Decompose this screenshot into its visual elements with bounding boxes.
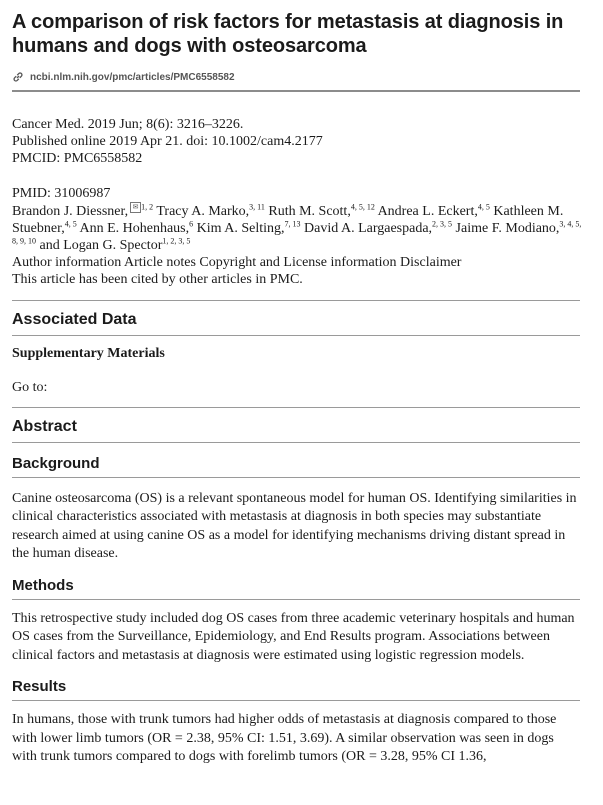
cited-note: This article has been cited by other articles in PMC. [12, 271, 303, 287]
author[interactable]: Tracy A. Marko,$^{3, 11}$ [156, 202, 265, 219]
goto-link[interactable]: Go to: [12, 379, 48, 395]
author-information-link[interactable]: Author information [12, 254, 122, 270]
pmid-block [12, 185, 584, 288]
section-divider [12, 335, 580, 336]
section-divider [12, 477, 580, 478]
link-icon [12, 71, 24, 83]
article-notes-link[interactable]: Article notes [124, 254, 196, 270]
author[interactable]: Kim A. Selting,$^{7, 13}$ [196, 219, 301, 236]
author[interactable]: David A. Largaespada,$^{2, 3, 5}$ [304, 219, 453, 236]
methods-heading: Methods [12, 576, 74, 594]
background-text: Canine osteosarcoma (OS) is a relevant spontaneous model for human OS. Identifying similarities in clinical characteristics associated with metastasis at diagnosis in both species may substantiate research aimed at using canine OS as a model for identifying mechanisms driving distant spread in the human disease. [12, 490, 577, 562]
section-divider [12, 700, 580, 701]
associated-data-heading: Associated Data [12, 310, 137, 328]
citation-block [12, 116, 584, 167]
author-list [12, 202, 584, 254]
email-icon[interactable]: ✉ [130, 202, 141, 213]
author[interactable]: Jaime F. Modiano,$^{3, 4, 5, 8, 9, 10}$ [12, 219, 582, 245]
results-text: In humans, those with trunk tumors had higher odds of metastasis at diagnosis compared to those with lower limb tumors (OR = 2.38, 95% CI: 1.51, 3.69). A similar observation was seen in dogs with trunk tumors compared to dogs with forelimb tumors (OR = 3.28, 95% CI 1.36, [12, 712, 557, 765]
abstract-heading: Abstract [12, 417, 77, 435]
author[interactable]: Andrea L. Eckert,$^{4, 5}$ [377, 202, 490, 219]
section-divider [12, 407, 580, 408]
published-line: Published online 2019 Apr 21. doi: 10.1002/cam4.2177 [12, 134, 323, 149]
author[interactable]: and Logan G. Spector$^{1, 2, 3, 5}$ [39, 236, 191, 253]
background-heading: Background [12, 454, 100, 472]
section-divider [12, 599, 580, 600]
section-divider [12, 442, 580, 443]
header-divider [12, 90, 580, 92]
copyright-link[interactable]: Copyright and License information [199, 254, 397, 270]
journal-line: Cancer Med. 2019 Jun; 8(6): 3216–3226. [12, 117, 244, 132]
author[interactable]: Kathleen M. Stuebner,$^{4, 5}$ [12, 203, 564, 236]
methods-text: This retrospective study included dog OS cases from three academic veterinary hospitals and human OS cases from the Surveillance, Epidemiology, and End Results program. Associations between clinical factors and metastasis at diagnosis were estimated using logistic regression models. [12, 610, 575, 663]
author[interactable]: Brandon J. Diessner, ✉ $^{1, 2}$ [12, 202, 154, 219]
author[interactable]: Ruth M. Scott,$^{4, 5, 12}$ [268, 202, 375, 219]
pmcid-line: PMCID: PMC6558582 [12, 151, 143, 166]
author-links-row [12, 254, 584, 271]
article-title: A comparison of risk factors for metastasis at diagnosis in humans and dogs with osteosarcoma [12, 11, 564, 57]
disclaimer-link[interactable]: Disclaimer [400, 254, 462, 270]
article-page [12, 0, 584, 767]
results-heading: Results [12, 678, 67, 696]
author[interactable]: Ann E. Hohenhaus,$^6$ [79, 219, 194, 236]
section-divider [12, 300, 580, 301]
article-url[interactable]: ncbi.nlm.nih.gov/pmc/articles/PMC6558582 [30, 71, 235, 83]
pmid-line: PMID: 31006987 [12, 186, 111, 201]
supplementary-materials-toggle[interactable]: Supplementary Materials [12, 345, 165, 361]
article-url-row[interactable] [12, 68, 584, 86]
